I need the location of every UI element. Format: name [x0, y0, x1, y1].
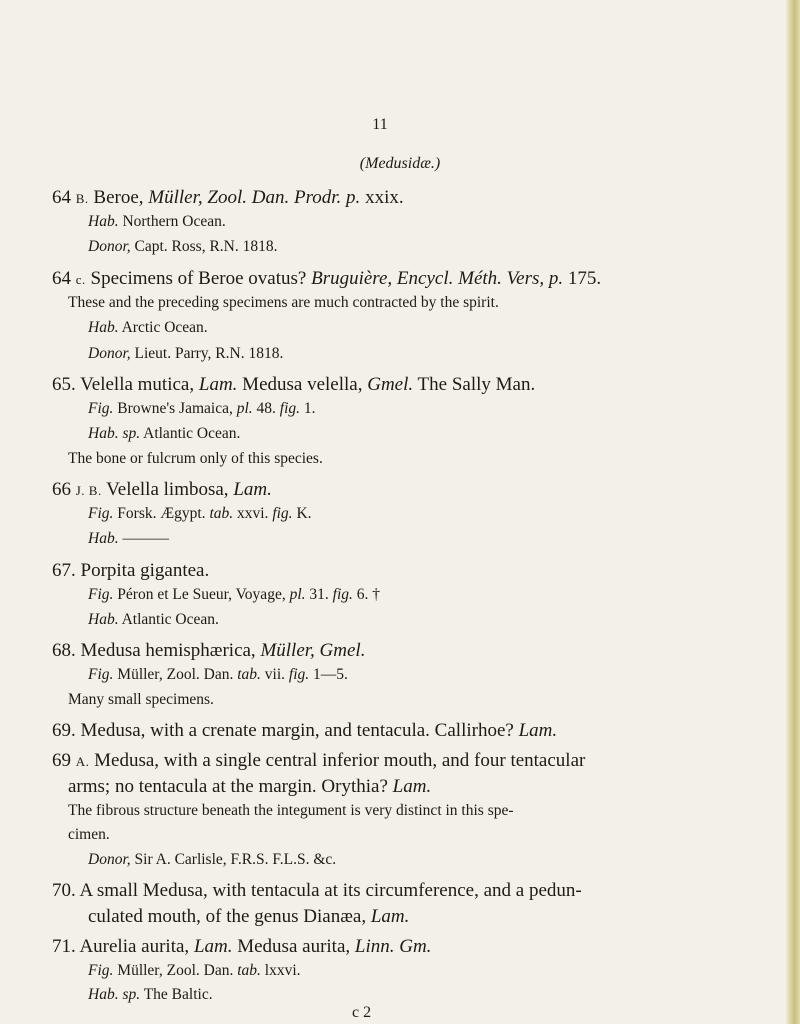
catchword: c 2 — [352, 1004, 372, 1021]
entry-65-figure: Fig. Browne's Jamaica, pl. 48. fig. 1. — [88, 400, 316, 417]
entry-64b-habitat: Hab. Northern Ocean. — [88, 213, 226, 230]
entry-66-figure: Fig. Forsk. Ægypt. tab. xxvi. fig. K. — [88, 505, 312, 522]
entry-65-title: 65. Velella mutica, Lam. Medusa velella, Gmel. The Sally Man. — [52, 374, 536, 395]
entry-69a-title: 69 A. Medusa, with a single central inferior mouth, and four tentacular — [52, 750, 586, 771]
entry-64c-title: 64 c. Specimens of Beroe ovatus? Bruguière, Encycl. Méth. Vers, p. 175. — [52, 268, 602, 289]
entry-70-title-cont: culated mouth, of the genus Dianæa, Lam. — [88, 906, 410, 927]
entry-71-figure: Fig. Müller, Zool. Dan. tab. lxxvi. — [88, 962, 301, 979]
entry-64c-note: These and the preceding specimens are much contracted by the spirit. — [68, 294, 499, 311]
entry-65-habitat: Hab. sp. Atlantic Ocean. — [88, 425, 241, 442]
entry-71-habitat: Hab. sp. The Baltic. — [88, 986, 213, 1003]
entry-69a-note-cont: cimen. — [68, 826, 110, 843]
entry-67-title: 67. Porpita gigantea. — [52, 560, 210, 581]
entry-64c-donor: Donor, Lieut. Parry, R.N. 1818. — [88, 345, 284, 362]
entry-69a-donor: Donor, Sir A. Carlisle, F.R.S. F.L.S. &c. — [88, 851, 337, 868]
entry-67-figure: Fig. Péron et Le Sueur, Voyage, pl. 31. fig. 6. † — [88, 586, 381, 603]
page-edge — [786, 0, 800, 1024]
entry-64c-habitat: Hab. Arctic Ocean. — [88, 319, 208, 336]
entry-69a-note: The fibrous structure beneath the integument is very distinct in this spe- — [68, 802, 514, 819]
entry-68-title: 68. Medusa hemisphærica, Müller, Gmel. — [52, 640, 366, 661]
entry-69a-title-cont: arms; no tentacula at the margin. Orythia? Lam. — [68, 776, 432, 797]
entry-69-title: 69. Medusa, with a crenate margin, and tentacula. Callirhoe? Lam. — [52, 720, 558, 741]
page-number: 11 — [372, 116, 388, 133]
entry-64b-title: 64 B. Beroe, Müller, Zool. Dan. Prodr. p. xxix. — [52, 187, 404, 208]
entry-68-note: Many small specimens. — [68, 691, 214, 708]
entry-67-habitat: Hab. Atlantic Ocean. — [88, 611, 219, 628]
entry-66-title: 66 J. B. Velella limbosa, Lam. — [52, 479, 272, 500]
entry-64b-donor: Donor, Capt. Ross, R.N. 1818. — [88, 238, 278, 255]
entry-65-note: The bone or fulcrum only of this species. — [68, 450, 323, 467]
entry-71-title: 71. Aurelia aurita, Lam. Medusa aurita, Linn. Gm. — [52, 936, 432, 957]
entry-68-figure: Fig. Müller, Zool. Dan. tab. vii. fig. 1—5. — [88, 666, 348, 683]
entry-66-habitat: Hab. ——— — [88, 530, 169, 547]
section-heading: (Medusidæ.) — [359, 155, 441, 172]
entry-70-title: 70. A small Medusa, with tentacula at its circumference, and a pedun- — [52, 880, 582, 901]
